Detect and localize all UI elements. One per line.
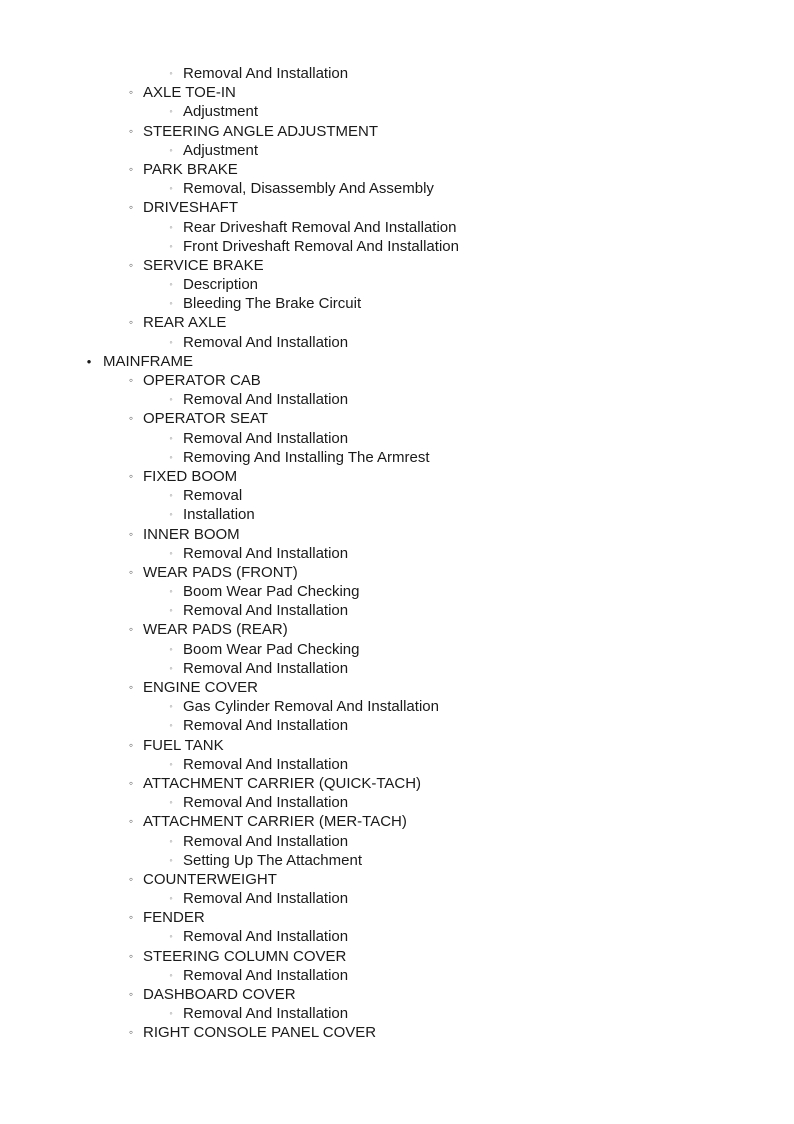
- bullet-icon: ◦: [128, 200, 134, 215]
- toc-entry-text: FUEL TANK: [143, 736, 224, 754]
- bullet-icon: ◦: [128, 910, 134, 925]
- toc-entry-text: Removal And Installation: [183, 391, 349, 409]
- bullet-icon: ◦: [169, 68, 173, 78]
- toc-entry-text: OPERATOR CAB: [143, 372, 261, 389]
- toc-entry-level-3: [0, 966, 794, 985]
- toc-entry-text: Boom Wear Pad Checking: [183, 583, 360, 601]
- toc-entry-level-3: [0, 851, 794, 870]
- toc-entry-level-2: [0, 774, 794, 793]
- bullet-icon: ◦: [169, 1008, 173, 1019]
- bullet-icon: ◦: [128, 526, 134, 541]
- toc-entry-level-2: [0, 947, 794, 966]
- toc-entry-level-3: [0, 333, 794, 352]
- bullet-icon: •: [86, 353, 92, 369]
- toc-entry-level-3: [0, 755, 794, 774]
- bullet-icon: ◦: [169, 183, 173, 194]
- toc-entry-level-2: [0, 371, 794, 390]
- toc-entry-level-3: [0, 429, 794, 448]
- bullet-icon: ◦: [169, 586, 173, 597]
- toc-entry-level-3: [0, 793, 794, 812]
- toc-entry-level-2: [0, 313, 794, 332]
- bullet-icon: ◦: [169, 240, 173, 251]
- bullet-icon: ◦: [128, 161, 134, 176]
- bullet-icon: ◦: [128, 775, 134, 790]
- bullet-icon: ◦: [169, 451, 173, 462]
- toc-entry-level-3: [0, 659, 794, 678]
- toc-entry-text: Removal And Installation: [183, 832, 349, 850]
- toc-entry-level-3: [0, 505, 794, 524]
- bullet-icon: ◦: [128, 123, 134, 138]
- toc-entry-text: Front Driveshaft Removal And Installation: [183, 237, 459, 255]
- toc-entry-text: AXLE TOE-IN: [143, 84, 236, 102]
- bullet-icon: ◦: [128, 622, 134, 637]
- toc-entry-level-3: [0, 102, 794, 121]
- toc-entry-text: ENGINE COVER: [143, 679, 259, 696]
- toc-entry-text: OPERATOR SEAT: [143, 410, 269, 428]
- toc-entry-text: Rear Driveshaft Removal And Installation: [183, 218, 457, 236]
- bullet-icon: ◦: [169, 893, 173, 904]
- toc-entry-level-2: [0, 870, 794, 889]
- toc-entry-text: ATTACHMENT CARRIER (QUICK-TACH): [143, 774, 422, 792]
- bullet-icon: ◦: [169, 336, 173, 347]
- toc-entry-text: Setting Up The Attachment: [183, 851, 362, 869]
- toc-entry-level-3: [0, 640, 794, 659]
- toc-entry-level-2: [0, 1023, 794, 1042]
- toc-entry-text: Removing And Installing The Armrest: [183, 448, 430, 466]
- toc-entry-level-3: [0, 294, 794, 313]
- toc-entry-level-3: [0, 1004, 794, 1023]
- toc-entry-level-2: [0, 908, 794, 927]
- table-of-contents: [0, 64, 794, 1043]
- bullet-icon: ◦: [169, 758, 173, 769]
- toc-entry-text: Installation: [183, 506, 255, 524]
- toc-entry-text: WEAR PADS (FRONT): [143, 563, 298, 581]
- toc-entry-text: DASHBOARD COVER: [143, 986, 296, 1003]
- toc-entry-text: Bleeding The Brake Circuit: [183, 295, 362, 313]
- toc-entry-text: DRIVESHAFT: [143, 199, 239, 217]
- bullet-icon: ◦: [128, 987, 134, 1001]
- bullet-icon: ◦: [128, 468, 134, 483]
- toc-entry-text: Removal And Installation: [183, 755, 349, 773]
- toc-entry-level-3: [0, 390, 794, 409]
- bullet-icon: ◦: [169, 394, 173, 405]
- toc-entry-text: Removal And Installation: [183, 659, 349, 677]
- toc-entry-level-3: [0, 486, 794, 505]
- toc-entry-level-1: [0, 352, 794, 371]
- bullet-icon: ◦: [169, 662, 173, 673]
- bullet-icon: ◦: [169, 106, 173, 117]
- toc-entry-text: REAR AXLE: [143, 314, 227, 332]
- toc-entry-level-2: [0, 122, 794, 141]
- toc-entry-text: Removal: [183, 487, 243, 505]
- bullet-icon: ◦: [169, 931, 173, 942]
- bullet-icon: ◦: [128, 373, 134, 387]
- toc-entry-text: FIXED BOOM: [143, 467, 238, 485]
- toc-entry-level-2: [0, 525, 794, 544]
- bullet-icon: ◦: [128, 680, 134, 694]
- toc-entry-level-3: [0, 832, 794, 851]
- toc-entry-level-3: [0, 179, 794, 198]
- toc-entry-level-3: [0, 697, 794, 716]
- toc-entry-text: Gas Cylinder Removal And Installation: [183, 698, 439, 716]
- toc-entry-level-2: [0, 620, 794, 639]
- toc-entry-level-2: [0, 985, 794, 1004]
- toc-entry-text: Removal And Installation: [183, 602, 349, 620]
- toc-entry-text: Removal And Installation: [183, 928, 349, 946]
- toc-entry-text: RIGHT CONSOLE PANEL COVER: [143, 1024, 377, 1042]
- toc-entry-level-2: [0, 736, 794, 755]
- bullet-icon: ◦: [169, 144, 173, 155]
- toc-entry-level-3: [0, 927, 794, 946]
- toc-entry-level-2: [0, 812, 794, 831]
- toc-entry-level-2: [0, 467, 794, 486]
- toc-entry-level-3: [0, 582, 794, 601]
- toc-entry-level-3: [0, 544, 794, 563]
- toc-entry-level-2: [0, 563, 794, 582]
- bullet-icon: ◦: [169, 605, 173, 616]
- toc-entry-text: Adjustment: [183, 141, 259, 159]
- toc-entry-text: Boom Wear Pad Checking: [183, 640, 360, 658]
- bullet-icon: ◦: [128, 1025, 134, 1040]
- bullet-icon: ◦: [169, 509, 173, 520]
- toc-entry-level-2: [0, 160, 794, 179]
- toc-entry-text: Removal And Installation: [183, 794, 349, 812]
- toc-entry-level-2: [0, 83, 794, 102]
- toc-entry-text: ATTACHMENT CARRIER (MER-TACH): [143, 813, 407, 831]
- toc-entry-text: STEERING COLUMN COVER: [143, 947, 347, 965]
- bullet-icon: ◦: [128, 737, 134, 752]
- bullet-icon: ◦: [169, 490, 173, 501]
- toc-entry-text: PARK BRAKE: [143, 160, 238, 178]
- bullet-icon: ◦: [169, 720, 173, 731]
- toc-entry-text: Removal And Installation: [183, 966, 349, 984]
- toc-entry-text: SERVICE BRAKE: [143, 256, 264, 274]
- toc-entry-level-3: [0, 64, 794, 83]
- toc-entry-text: Removal, Disassembly And Assembly: [183, 180, 434, 198]
- toc-entry-text: Removal And Installation: [183, 1005, 349, 1023]
- bullet-icon: ◦: [128, 814, 134, 829]
- bullet-icon: ◦: [169, 298, 173, 309]
- bullet-icon: ◦: [169, 854, 173, 865]
- toc-entry-text: Removal And Installation: [183, 890, 349, 908]
- toc-entry-level-3: [0, 141, 794, 160]
- bullet-icon: ◦: [169, 547, 173, 558]
- bullet-icon: ◦: [169, 797, 173, 808]
- toc-entry-text: MAINFRAME: [103, 352, 193, 370]
- bullet-icon: ◦: [128, 85, 134, 100]
- toc-entry-level-3: [0, 218, 794, 237]
- toc-entry-level-3: [0, 275, 794, 294]
- toc-entry-text: COUNTERWEIGHT: [143, 870, 277, 888]
- toc-entry-text: Removal And Installation: [183, 544, 349, 562]
- bullet-icon: ◦: [169, 701, 173, 712]
- toc-entry-text: STEERING ANGLE ADJUSTMENT: [143, 122, 379, 140]
- toc-entry-text: INNER BOOM: [143, 525, 240, 543]
- toc-entry-level-3: [0, 601, 794, 620]
- bullet-icon: ◦: [128, 315, 134, 330]
- toc-entry-text: Description: [183, 276, 259, 294]
- bullet-icon: ◦: [169, 432, 173, 443]
- toc-entry-level-3: [0, 448, 794, 467]
- bullet-icon: ◦: [169, 969, 173, 980]
- toc-entry-text: Removal And Installation: [183, 65, 349, 82]
- bullet-icon: ◦: [128, 871, 134, 886]
- bullet-icon: ◦: [128, 564, 134, 579]
- toc-entry-level-2: [0, 678, 794, 697]
- toc-entry-text: WEAR PADS (REAR): [143, 621, 288, 639]
- toc-entry-level-3: [0, 889, 794, 908]
- bullet-icon: ◦: [128, 948, 134, 963]
- toc-entry-level-2: [0, 198, 794, 217]
- bullet-icon: ◦: [169, 835, 173, 846]
- bullet-icon: ◦: [128, 257, 134, 272]
- bullet-icon: ◦: [169, 221, 173, 232]
- toc-entry-text: Removal And Installation: [183, 333, 349, 351]
- bullet-icon: ◦: [169, 643, 173, 654]
- toc-entry-text: Removal And Installation: [183, 429, 349, 447]
- toc-entry-level-2: [0, 409, 794, 428]
- toc-entry-text: Removal And Installation: [183, 717, 349, 735]
- toc-entry-level-3: [0, 716, 794, 735]
- toc-entry-text: FENDER: [143, 909, 205, 927]
- bullet-icon: ◦: [128, 411, 134, 426]
- toc-entry-level-3: [0, 237, 794, 256]
- toc-entry-level-2: [0, 256, 794, 275]
- bullet-icon: ◦: [169, 279, 173, 290]
- toc-entry-text: Adjustment: [183, 103, 259, 121]
